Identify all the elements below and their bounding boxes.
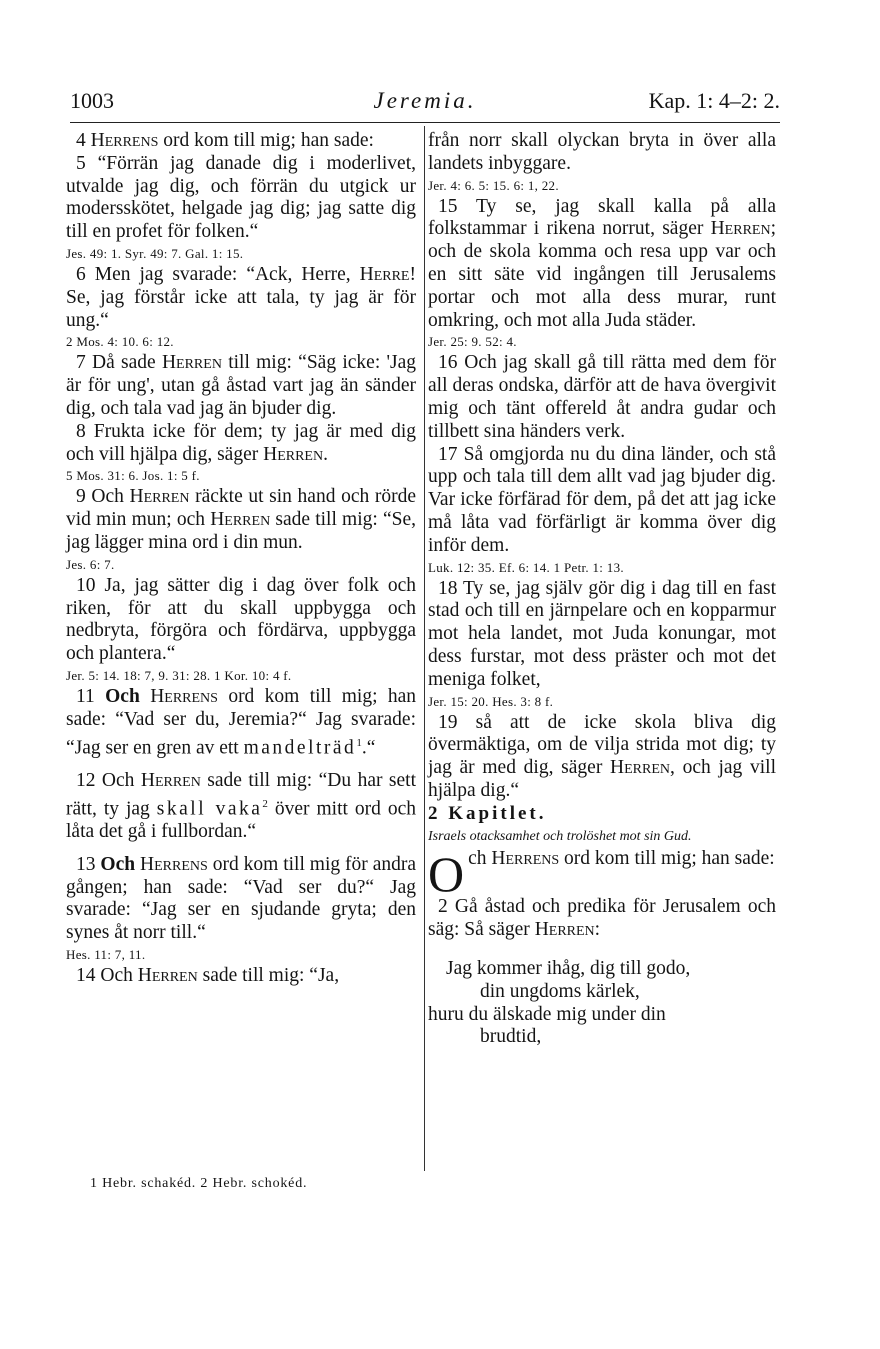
cross-reference: Jes. 49: 1. Syr. 49: 7. Gal. 1: 15. (66, 245, 244, 261)
verse-6: 6 Men jag svarade: “Ack, Herre, Herre! Se, jag förstår icke att tala, ty jag är för ung.“ (66, 263, 416, 331)
cross-reference: Hes. 11: 7, 11. (66, 946, 146, 962)
left-column (66, 130, 416, 988)
verse-14: 14 Och Herren sade till mig: “Ja, (76, 964, 340, 986)
page-number: 1003 (70, 88, 114, 113)
chapter-2-verse-1: Och Herrens ord kom till mig; han sade: (428, 846, 775, 903)
verse-13: 13 Och Herrens ord kom till mig för andra gången; han sade: “Vad ser du?“ Jag svarade: “Jag ser en sjudande gryta; den synes åt norr till.“ (66, 853, 416, 944)
chapter-summary: Israels otacksamhet och trolöshet mot sin Gud. (428, 828, 692, 844)
verse-17: 17 Så omgjorda nu du dina länder, och stå upp och tala till dem allt vad jag bjuder dig. Var icke förfärad för dem, på det att jag icke må låta vad förfärligt är komma över dig inför dem. (428, 443, 776, 556)
poem-line: Jag kommer ihåg, dig till godo, (446, 957, 691, 979)
verse-5: 5 “Förrän jag danade dig i moderlivet, utvalde jag dig, och förrän du utgick ur modersskötet, helgade jag dig; jag satte dig till en profet för folken.“ (66, 152, 416, 243)
cross-reference: Luk. 12: 35. Ef. 6: 14. 1 Petr. 1: 13. (428, 559, 624, 575)
verse-8: 8 Frukta icke för dem; ty jag är med dig och vill hjälpa dig, säger Herren. (66, 420, 416, 465)
chapter-heading: 2 Kapitlet. (428, 802, 547, 824)
verse-4: 4 Herrens ord kom till mig; han sade: (76, 130, 374, 151)
drop-cap: O (428, 846, 465, 903)
verse-15: 15 Ty se, jag skall kalla på alla folkstammar i rikena norrut, säger Herren; och de skola komma och resa upp var och en sitt säte vid ingången till Jerusalems portar och mot alla dess murar, runt omkring, och mot alla Juda städer. (428, 195, 776, 331)
verse-11: 11 Och Herrens ord kom till mig; han sade: “Vad ser du, Jeremia?“ Jag svarade: “Jag ser en gren av ett mandelträd$^1$.“ (66, 685, 417, 759)
footnote: 1 Hebr. schakéd. 2 Hebr. schokéd. (90, 1176, 308, 1191)
verse-12: 12 Och Herren sade till mig: “Du har sett rätt, ty jag skall vaka$^2$ över mitt ord och låta det gå i fullbordan.“ (66, 769, 417, 842)
book-title: Jeremia. (373, 88, 477, 113)
verse-16: 16 Och jag skall gå till rätta med dem för all deras ondska, därför att de hava övergivit mig och tänt offereld åt andra gudar och tillbett sina händers verk. (428, 352, 776, 442)
cross-reference: Jer. 25: 9. 52: 4. (428, 334, 517, 350)
chapter-reference: Kap. 1: 4–2: 2. (648, 88, 780, 113)
verse-18: 18 Ty se, jag själv gör dig i dag till en fast stad och till en järnpelare och en kopparmur mot hela landet, mot Juda konungar, mot dess furstar, mot dess präster och mot det meniga folket, (428, 577, 776, 690)
cross-reference: Jer. 5: 14. 18: 7, 9. 31: 28. 1 Kor. 10: 4 f. (66, 667, 292, 683)
cross-reference: 5 Mos. 31: 6. Jos. 1: 5 f. (66, 468, 200, 484)
chapter-2-verse-2: 2 Gå åstad och predika för Jerusalem och säg: Så säger Herren: (428, 896, 776, 941)
page-header (70, 88, 780, 123)
verse-10: 10 Ja, jag sätter dig i dag över folk och riken, för att du skall uppbygga och nedbryta, förgöra och fördärva, uppbygga och plantera.“ (66, 574, 416, 665)
cross-reference: Jer. 15: 20. Hes. 3: 8 f. (428, 693, 554, 709)
cross-reference: Jes. 6: 7. (66, 556, 115, 572)
poem-line: brudtid, (480, 1026, 542, 1048)
verse-7: 7 Då sade Herren till mig: “Säg icke: 'Jag är för ung', utan gå åstad vart jag än sänder dig, och tala vad jag än bjuder dig. (66, 352, 417, 419)
verse-19: 19 så att de icke skola bliva dig övermäktiga, om de vilja strida mot dig; ty jag är med dig, säger Herren, och jag vill hjälpa dig.“ (428, 711, 776, 801)
column-divider (424, 126, 425, 1171)
cross-reference: Jer. 4: 6. 5: 15. 6: 1, 22. (428, 177, 559, 193)
poem-line: huru du älskade mig under din (428, 1003, 666, 1025)
verse-9: 9 Och Herren räckte ut sin hand och rörde vid min mun; och Herren sade till mig: “Se, jag lägger mina ord i din mun. (66, 486, 416, 553)
verse-14-continued: från norr skall olyckan bryta in över alla landets inbyggare. (428, 130, 776, 174)
right-column (428, 130, 776, 1049)
cross-reference: 2 Mos. 4: 10. 6: 12. (66, 334, 174, 350)
poem-line: din ungdoms kärlek, (480, 980, 640, 1002)
